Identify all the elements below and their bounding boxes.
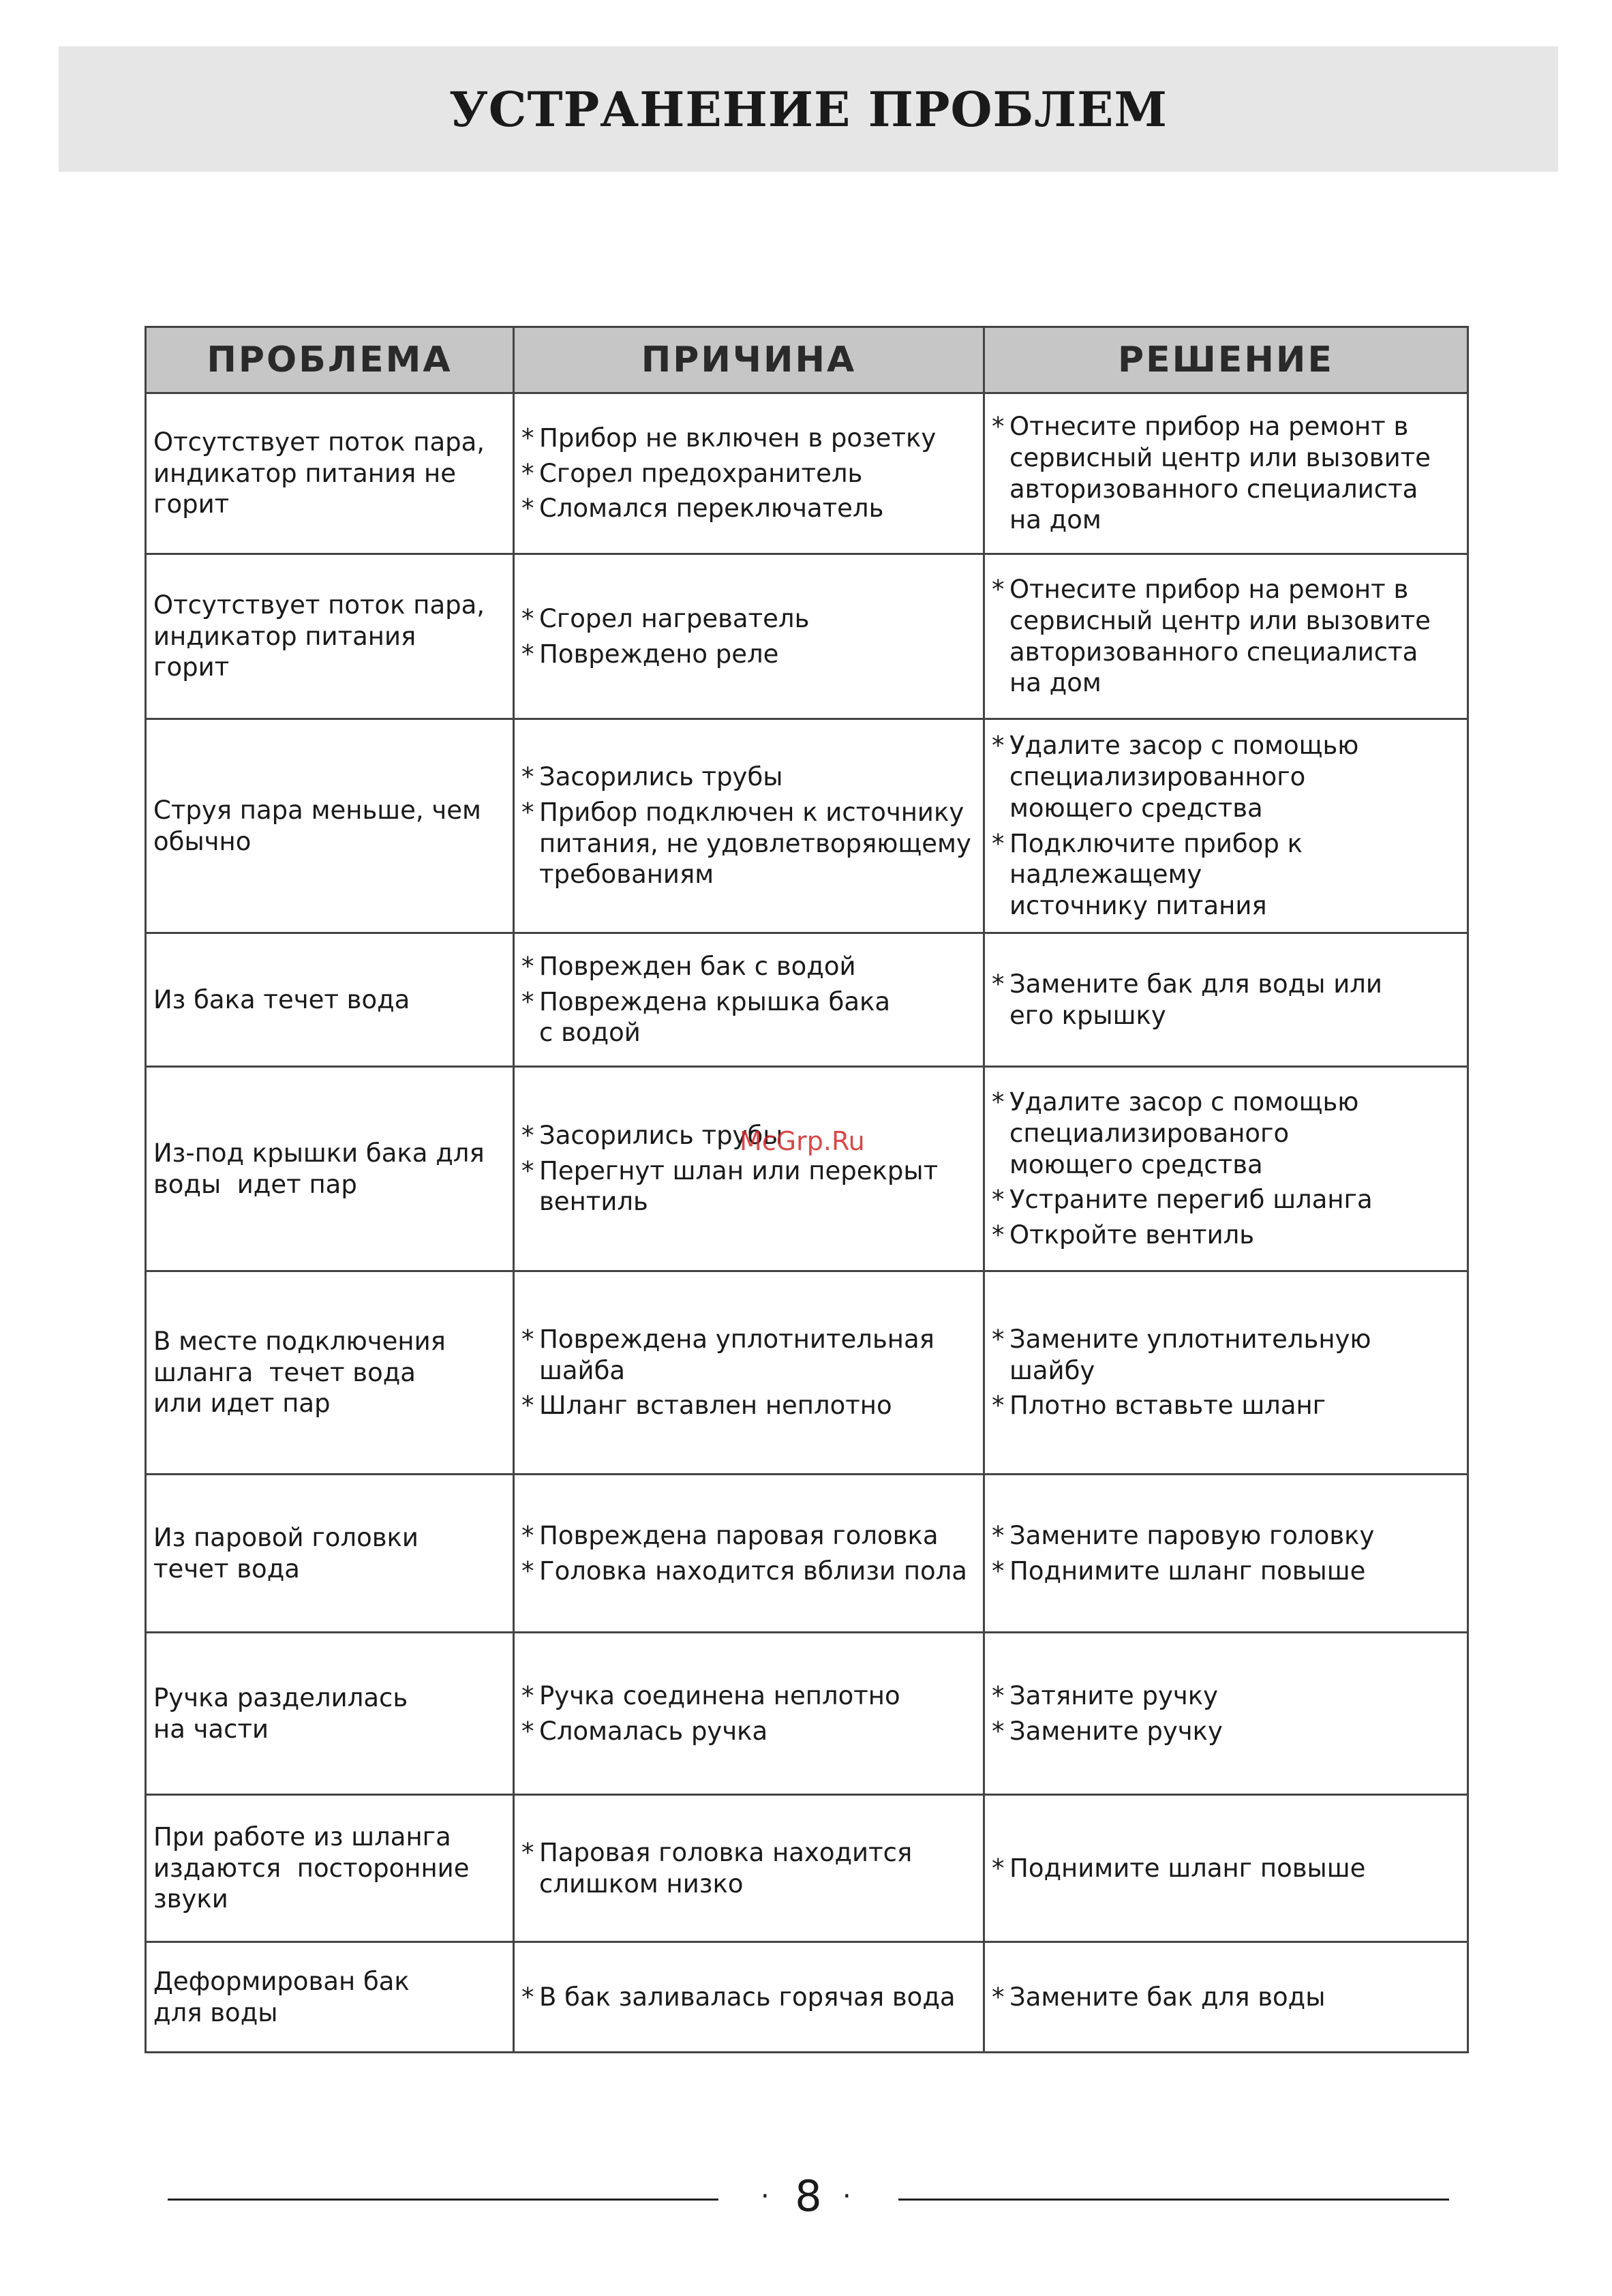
problem-cell — [146, 1795, 514, 1942]
cause-text: Сломалась ручка — [539, 1716, 768, 1746]
table-row — [146, 1942, 1468, 2053]
solution-text: Замените уплотнительную шайбу — [1009, 1324, 1371, 1385]
problem-text: течет вода — [153, 1554, 300, 1584]
cause-cell — [514, 393, 984, 554]
bullet-star: * — [992, 1087, 1005, 1117]
watermark: McGrp.Ru — [740, 1126, 865, 1156]
bullet-star: * — [521, 458, 534, 488]
bullet-star: * — [992, 1185, 1005, 1215]
cause-item — [521, 1837, 975, 1900]
problem-text: В месте подключения — [153, 1326, 446, 1356]
solution-item — [992, 1390, 1459, 1421]
solution-text: Замените бак для воды или его крышку — [1009, 969, 1382, 1030]
solution-cell — [984, 393, 1468, 554]
bullet-star: * — [521, 1120, 534, 1150]
cause-cell — [514, 554, 984, 719]
cause-text: Повреждено реле — [539, 639, 779, 669]
table-row — [146, 393, 1468, 554]
solution-text: Поднимите шланг повыше — [1009, 1556, 1366, 1586]
cause-item — [521, 458, 975, 489]
bullet-star: * — [992, 1220, 1005, 1250]
bullet-star: * — [521, 1556, 534, 1586]
bullet-star: * — [521, 494, 534, 524]
solution-item — [992, 1520, 1459, 1552]
cause-item — [521, 493, 975, 524]
bullet-star: * — [521, 1716, 534, 1746]
solution-text: Отнесите прибор на ремонт в сервисный центр или вызовите авторизованного специалиста на дом — [1009, 411, 1431, 535]
solution-item — [992, 1220, 1459, 1251]
problem-cell — [146, 1271, 514, 1475]
solution-item — [992, 1087, 1459, 1181]
solution-item — [992, 1680, 1459, 1712]
solution-item — [992, 574, 1459, 699]
solution-text: Удалите засор с помощью специализированого моющего средства — [1009, 1087, 1359, 1179]
bullet-star: * — [992, 730, 1005, 760]
problem-text: или идет пар — [153, 1389, 331, 1419]
problem-text: обычно — [153, 826, 252, 856]
cause-text: Поврежден бак с водой — [539, 951, 856, 981]
cause-cell — [514, 1795, 984, 1942]
problem-text: шланга течет вода — [153, 1357, 416, 1387]
solution-cell — [984, 554, 1468, 719]
cause-cell — [514, 933, 984, 1067]
table-row — [146, 1271, 1468, 1475]
bullet-star: * — [992, 1853, 1005, 1883]
solution-text: Поднимите шланг повыше — [1009, 1853, 1366, 1883]
bullet-star: * — [521, 1391, 534, 1421]
cause-text: Повреждена паровая головка — [539, 1520, 939, 1550]
bullet-star: * — [521, 797, 534, 827]
solution-cell — [984, 1633, 1468, 1795]
problem-text: Из-под крышки бака для — [153, 1138, 485, 1168]
problem-cell — [146, 1942, 514, 2053]
bullet-star: * — [521, 1520, 534, 1550]
cause-text: Прибор подключен к источнику питания, не удовлетворяющему требованиям — [539, 797, 971, 890]
bullet-star: * — [521, 639, 534, 669]
solution-text: Замените бак для воды — [1009, 1982, 1326, 2012]
solution-cell — [984, 1271, 1468, 1475]
cause-item — [521, 1680, 975, 1712]
footer-dot-left: · — [761, 2181, 770, 2212]
cause-text: Засорились трубы — [539, 1120, 783, 1150]
page-number: 8 — [795, 2171, 822, 2221]
table-row — [146, 1475, 1468, 1633]
header-cause: ПРИЧИНА — [514, 327, 984, 393]
footer-rule-left — [168, 2199, 718, 2201]
solution-text: Плотно вставьте шланг — [1009, 1391, 1326, 1421]
cause-text: Сгорел нагреватель — [539, 603, 810, 633]
solution-cell — [984, 1475, 1468, 1633]
cause-item — [521, 797, 975, 891]
bullet-star: * — [992, 828, 1005, 858]
cause-text: Повреждена крышка бака с водой — [539, 986, 891, 1048]
solution-item — [992, 969, 1459, 1031]
header-solution: РЕШЕНИЕ — [984, 327, 1468, 393]
solution-cell — [984, 933, 1468, 1067]
solution-cell — [984, 1942, 1468, 2053]
cause-item — [521, 1390, 975, 1421]
solution-item — [992, 1716, 1459, 1747]
cause-item — [521, 1324, 975, 1387]
solution-cell — [984, 1795, 1468, 1942]
problem-text: издаются посторонние — [153, 1853, 470, 1883]
cause-item — [521, 761, 975, 793]
problem-text: горит — [153, 489, 230, 519]
bullet-star: * — [992, 1520, 1005, 1550]
problem-cell — [146, 1633, 514, 1795]
cause-text: Ручка соединена неплотно — [539, 1680, 900, 1710]
cause-item — [521, 603, 975, 635]
problem-cell — [146, 554, 514, 719]
solution-item — [992, 828, 1459, 922]
problem-text: воды идет пар — [153, 1169, 357, 1199]
cause-item — [521, 986, 975, 1049]
cause-item — [521, 423, 975, 454]
cause-item — [521, 1716, 975, 1747]
solution-text: Затяните ручку — [1009, 1680, 1219, 1710]
problem-cell — [146, 719, 514, 933]
table-row — [146, 933, 1468, 1067]
solution-item — [992, 1184, 1459, 1215]
bullet-star: * — [521, 761, 534, 791]
bullet-star: * — [992, 574, 1005, 604]
problem-text: Струя пара меньше, чем — [153, 795, 481, 825]
cause-text: Шланг вставлен неплотно — [539, 1391, 892, 1421]
bullet-star: * — [992, 1324, 1005, 1354]
solution-text: Удалите засор с помощью специализированного моющего средства — [1009, 730, 1359, 823]
solution-item — [992, 1853, 1459, 1884]
problem-text: Ручка разделилась — [153, 1682, 408, 1712]
cause-text: Перегнут шлан или перекрыт вентиль — [539, 1155, 939, 1217]
bullet-star: * — [521, 1680, 534, 1710]
solution-text: Замените ручку — [1009, 1716, 1223, 1746]
cause-item — [521, 639, 975, 670]
problem-text: индикатор питания горит — [153, 621, 432, 682]
problem-text: Отсутствует поток пара, — [153, 590, 485, 620]
page-footer — [168, 2171, 1449, 2226]
table-row — [146, 719, 1468, 933]
problem-cell — [146, 933, 514, 1067]
problem-text: на части — [153, 1714, 269, 1744]
bullet-star: * — [992, 1556, 1005, 1586]
cause-item — [521, 1556, 975, 1587]
cause-text: Сломался переключатель — [539, 494, 884, 524]
solution-item — [992, 1556, 1459, 1587]
table-header-row — [146, 327, 1468, 393]
problem-text: звуки — [153, 1884, 228, 1914]
cause-item — [521, 951, 975, 982]
page-title: УСТРАНЕНИЕ ПРОБЛЕМ — [448, 80, 1168, 138]
solution-cell — [984, 1067, 1468, 1271]
problem-text: Из паровой головки — [153, 1522, 419, 1552]
bullet-star: * — [521, 1837, 534, 1867]
problem-text: индикатор питания не — [153, 458, 456, 488]
cause-item — [521, 1520, 975, 1552]
problem-cell — [146, 1067, 514, 1271]
cause-text: Головка находится вблизи пола — [539, 1556, 967, 1586]
problem-text: для воды — [153, 1997, 278, 2027]
table-row — [146, 554, 1468, 719]
bullet-star: * — [521, 1982, 534, 2012]
cause-item — [521, 1155, 975, 1218]
table-row — [146, 1067, 1468, 1271]
solution-cell — [984, 719, 1468, 933]
solution-text: Устраните перегиб шланга — [1009, 1185, 1373, 1215]
table-row — [146, 1633, 1468, 1795]
problem-text: Деформирован бак — [153, 1966, 410, 1996]
bullet-star: * — [992, 1716, 1005, 1746]
cause-cell — [514, 1271, 984, 1475]
title-bar — [59, 46, 1558, 172]
bullet-star: * — [521, 951, 534, 981]
cause-text: Паровая головка находится слишком низко — [539, 1837, 913, 1899]
problem-text: При работе из шланга — [153, 1822, 451, 1852]
problem-cell — [146, 1475, 514, 1633]
solution-item — [992, 411, 1459, 537]
cause-cell — [514, 1475, 984, 1633]
cause-text: Повреждена уплотнительная шайба — [539, 1324, 934, 1385]
troubleshooting-table — [145, 326, 1469, 2053]
cause-cell — [514, 719, 984, 933]
problem-text: Из бака течет вода — [153, 984, 410, 1014]
cause-item — [521, 1982, 975, 2013]
solution-text: Откройте вентиль — [1009, 1220, 1255, 1250]
cause-cell — [514, 1067, 984, 1271]
footer-dot-right: · — [842, 2181, 851, 2212]
cause-cell — [514, 1633, 984, 1795]
cause-text: Засорились трубы — [539, 761, 783, 791]
solution-item — [992, 1324, 1459, 1387]
bullet-star: * — [992, 411, 1005, 441]
solution-item — [992, 1982, 1459, 2013]
bullet-star: * — [521, 423, 534, 453]
problem-cell — [146, 393, 514, 554]
bullet-star: * — [992, 1982, 1005, 2012]
bullet-star: * — [992, 969, 1005, 999]
footer-rule-right — [898, 2199, 1449, 2201]
solution-text: Подключите прибор к надлежащему источнику питания — [1009, 828, 1303, 921]
bullet-star: * — [992, 1680, 1005, 1710]
bullet-star: * — [521, 986, 534, 1016]
bullet-star: * — [521, 1324, 534, 1354]
table-row — [146, 1795, 1468, 1942]
solution-item — [992, 730, 1459, 824]
cause-cell — [514, 1942, 984, 2053]
cause-text: Прибор не включен в розетку — [539, 423, 937, 453]
cause-text: Сгорел предохранитель — [539, 458, 863, 488]
bullet-star: * — [521, 1155, 534, 1185]
bullet-star: * — [521, 603, 534, 633]
header-problem: ПРОБЛЕМА — [146, 327, 514, 393]
solution-text: Отнесите прибор на ремонт в сервисный центр или вызовите авторизованного специалиста на дом — [1009, 574, 1431, 698]
cause-text: В бак заливалась горячая вода — [539, 1982, 956, 2012]
problem-text: Отсутствует поток пара, — [153, 427, 485, 457]
solution-text: Замените паровую головку — [1009, 1520, 1375, 1550]
bullet-star: * — [992, 1391, 1005, 1421]
